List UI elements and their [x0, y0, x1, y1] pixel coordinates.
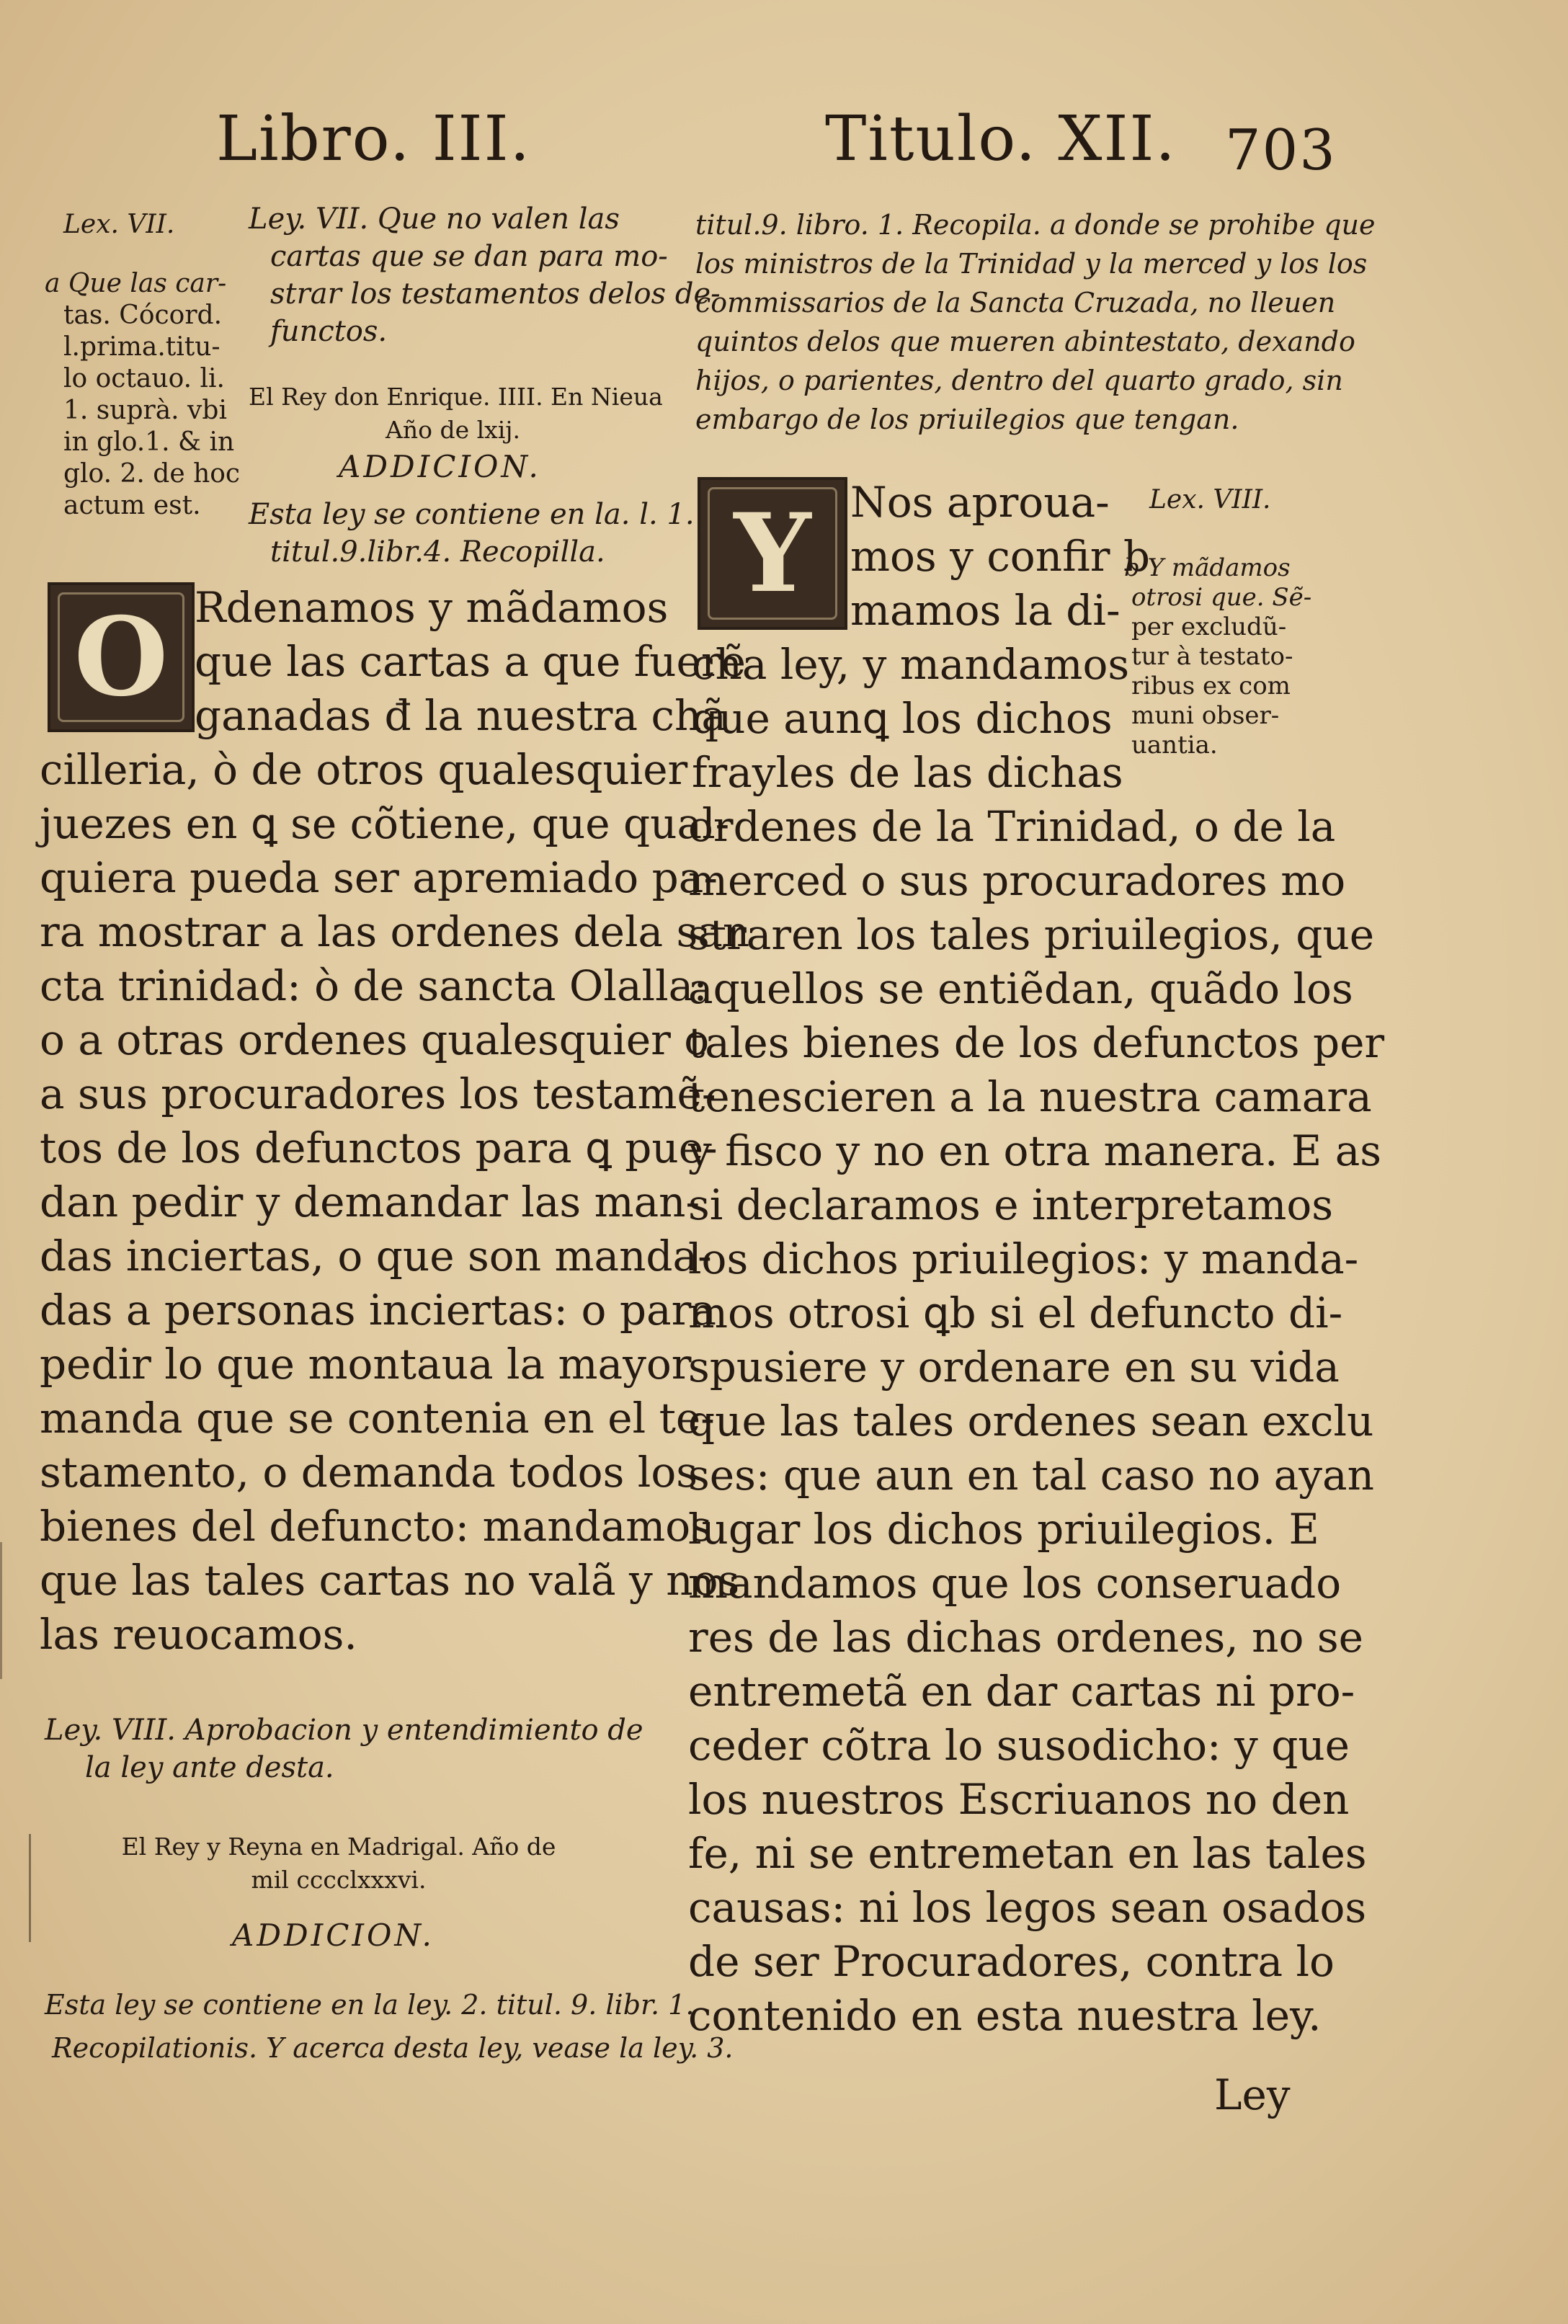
king-line: Año de lxij. [386, 416, 521, 444]
text-line: ceder cõtra lo susodicho: y que [688, 1721, 1350, 1770]
margin-note-line: b Y mãdamos [1124, 553, 1291, 582]
margin-note-b [1124, 553, 1311, 760]
addicion-line: commissarios de la Sancta Cruzada, no lleuen [695, 287, 1336, 319]
binding-mark [29, 1834, 31, 1942]
margin-note-line: ribus ex com [1131, 672, 1291, 700]
margin-note-line: otrosi que. Sẽ- [1131, 583, 1312, 612]
ley-8-king [86, 1830, 591, 1897]
text-line: spusiere y ordenare en su vida [688, 1343, 1340, 1392]
initial-letter: O [74, 594, 169, 721]
text-line: mandamos que los conseruado [688, 1559, 1342, 1608]
text-line: o a otras ordenes qualesquier o [40, 1015, 710, 1064]
margin-note-line: l.prima.titu- [63, 332, 220, 362]
text-line: ra mostrar a las ordenes dela san [40, 907, 750, 956]
text-line: das inciertas, o que son manda- [40, 1232, 712, 1281]
addicion-line: quintos delos que mueren abintestato, dexando [695, 326, 1355, 357]
summary-line: functos. [270, 315, 388, 348]
text-line: manda que se contenia en el te- [40, 1394, 715, 1443]
text-line: straren los tales priuilegios, que [688, 910, 1375, 959]
text-line: ses: que aun en tal caso no ayan [688, 1451, 1374, 1500]
addicion-line: titul.9.libr.4. Recopilla. [270, 535, 605, 569]
addicion-2-text [45, 1983, 734, 2070]
text-line: cha ley, y mandamos [692, 640, 1130, 689]
text-line: si declaramos e interpretamos [688, 1180, 1334, 1229]
addicion-1-text [249, 496, 695, 571]
ley-7-summary [249, 200, 721, 350]
text-line: que las cartas a que fuerẽ [195, 637, 746, 686]
binding-mark [0, 1542, 2, 1679]
initial-letter: Y [734, 490, 811, 617]
margin-note-a [45, 268, 240, 522]
king-line: El Rey don Enrique. IIII. En Nieua [249, 383, 663, 411]
king-line: mil cccclxxxvi. [251, 1866, 427, 1894]
margin-note-line: tur à testato- [1131, 642, 1293, 671]
text-line: juezes en ꝗ se cõtiene, que qual- [40, 799, 730, 848]
text-line: dan pedir y demandar las man- [40, 1177, 700, 1226]
text-line: ganadas đ la nuestra chã [195, 691, 726, 740]
margin-note-line: per excludũ- [1131, 613, 1287, 641]
margin-note-line: actum est. [63, 491, 201, 520]
text-line: tenescieren a la nuestra camara [688, 1072, 1372, 1121]
text-line: cta trinidad: ò de sancta Olalla: [40, 961, 708, 1010]
margin-note-line: in glo.1. & in [63, 427, 235, 457]
addicion-line: Esta ley se contiene en la ley. 2. titul. 9. libr. 1. [45, 1989, 695, 2021]
margin-note-line: muni obser- [1131, 701, 1280, 730]
addicion-line: Recopilationis. Y acerca desta ley, vease la ley. 3. [52, 2032, 734, 2064]
summary-line: strar los testamentos delos de- [270, 277, 721, 311]
text-line: de ser Procuradores, contra lo [688, 1937, 1335, 1986]
text-line: tos de los defunctos para ꝗ pue- [40, 1123, 718, 1172]
running-head-left: Libro. III. [216, 103, 531, 175]
king-line: El Rey y Reyna en Madrigal. Año de [121, 1833, 556, 1861]
addicion-line: Esta ley se contiene en la. l. 1. [249, 498, 695, 531]
addicion-heading-2: ADDICION. [232, 1918, 435, 1953]
text-line: Nos aproua- [850, 478, 1110, 527]
margin-note-line: 1. suprà. vbi [63, 396, 227, 425]
text-line: contenido en esta nuestra ley. [688, 1991, 1322, 2040]
text-line: quiera pueda ser apremiado pa- [40, 853, 718, 902]
margin-lex-8: Lex. VIII. [1149, 485, 1271, 515]
text-line: Rdenamos y mãdamos [195, 583, 669, 632]
margin-note-line: glo. 2. de hoc [63, 459, 241, 489]
addicion-line: los ministros de la Trinidad y la merced y los los [695, 248, 1368, 280]
text-line: tales bienes de los defunctos per [688, 1018, 1385, 1067]
margin-lex-7: Lex. VII. [63, 210, 175, 239]
page-number: 703 [1225, 118, 1337, 183]
text-line: mos otrosi ꝗb si el defuncto di- [688, 1288, 1343, 1337]
text-line: las reuocamos. [40, 1610, 357, 1659]
text-line: lugar los dichos priuilegios. E [688, 1505, 1319, 1554]
running-head-center: Titulo. XII. [825, 103, 1177, 175]
text-line: entremetã en dar cartas ni pro- [688, 1667, 1355, 1716]
margin-note-line: lo octauo. li. [63, 364, 225, 393]
addicion-line: embargo de los priuilegios que tengan. [695, 404, 1239, 435]
text-line: ordenes de la Trinidad, o de la [688, 802, 1336, 851]
text-line: stamento, o demanda todos los [40, 1448, 698, 1497]
text-line: causas: ni los legos sean osados [688, 1883, 1367, 1932]
text-line: bienes del defuncto: mandamos [40, 1502, 712, 1551]
text-line: que aunꝗ los dichos [692, 694, 1113, 743]
summary-line: Ley. VII. Que no valen las [249, 202, 620, 236]
text-line: res de las dichas ordenes, no se [688, 1613, 1363, 1662]
text-line: frayles de las dichas [692, 748, 1123, 797]
text-line: merced o sus procuradores mo [688, 856, 1346, 905]
text-line: mos y confir b [850, 532, 1151, 581]
addicion-line: titul.9. libro. 1. Recopila. a donde se prohibe que [695, 209, 1376, 241]
addicion-line: hijos, o parientes, dentro del quarto grado, sin [695, 365, 1343, 396]
text-line: que las tales ordenes sean exclu [688, 1397, 1374, 1446]
text-line: aquellos se entiẽdan, quãdo los [688, 964, 1353, 1013]
text-line: y fisco y no en otra manera. E as [688, 1126, 1382, 1175]
text-line: pedir lo que montaua la mayor [40, 1340, 692, 1389]
text-line: mamos la di- [850, 586, 1121, 635]
summary-line: cartas que se dan para mo- [270, 240, 668, 273]
ley-7-king [249, 380, 663, 447]
text-line: fe, ni se entremetan en las tales [688, 1829, 1367, 1878]
ley-8-summary [45, 1711, 643, 1786]
text-line: los dichos priuilegios: y manda- [688, 1234, 1359, 1283]
addicion-continuation [695, 205, 1376, 439]
margin-note-line: uantia. [1131, 731, 1218, 760]
text-line: a sus procuradores los testamẽ- [40, 1069, 716, 1118]
margin-note-line: a Que las car- [45, 269, 227, 298]
summary-line: Ley. VIII. Aprobacion y entendimiento de [45, 1714, 643, 1747]
text-line: que las tales cartas no valã y nos [40, 1556, 740, 1605]
addicion-heading-1: ADDICION. [339, 449, 541, 484]
margin-note-line: tas. Cócord. [63, 300, 223, 330]
text-line: cilleria, ò de otros qualesquier [40, 745, 688, 794]
summary-line: la ley ante desta. [85, 1751, 334, 1784]
catchword: Ley [1214, 2070, 1291, 2119]
ley-7-main-text [40, 581, 749, 1662]
text-line: das a personas inciertas: o para [40, 1286, 716, 1335]
text-line: los nuestros Escriuanos no den [688, 1775, 1350, 1824]
ley-8-main-text [688, 800, 1384, 2043]
